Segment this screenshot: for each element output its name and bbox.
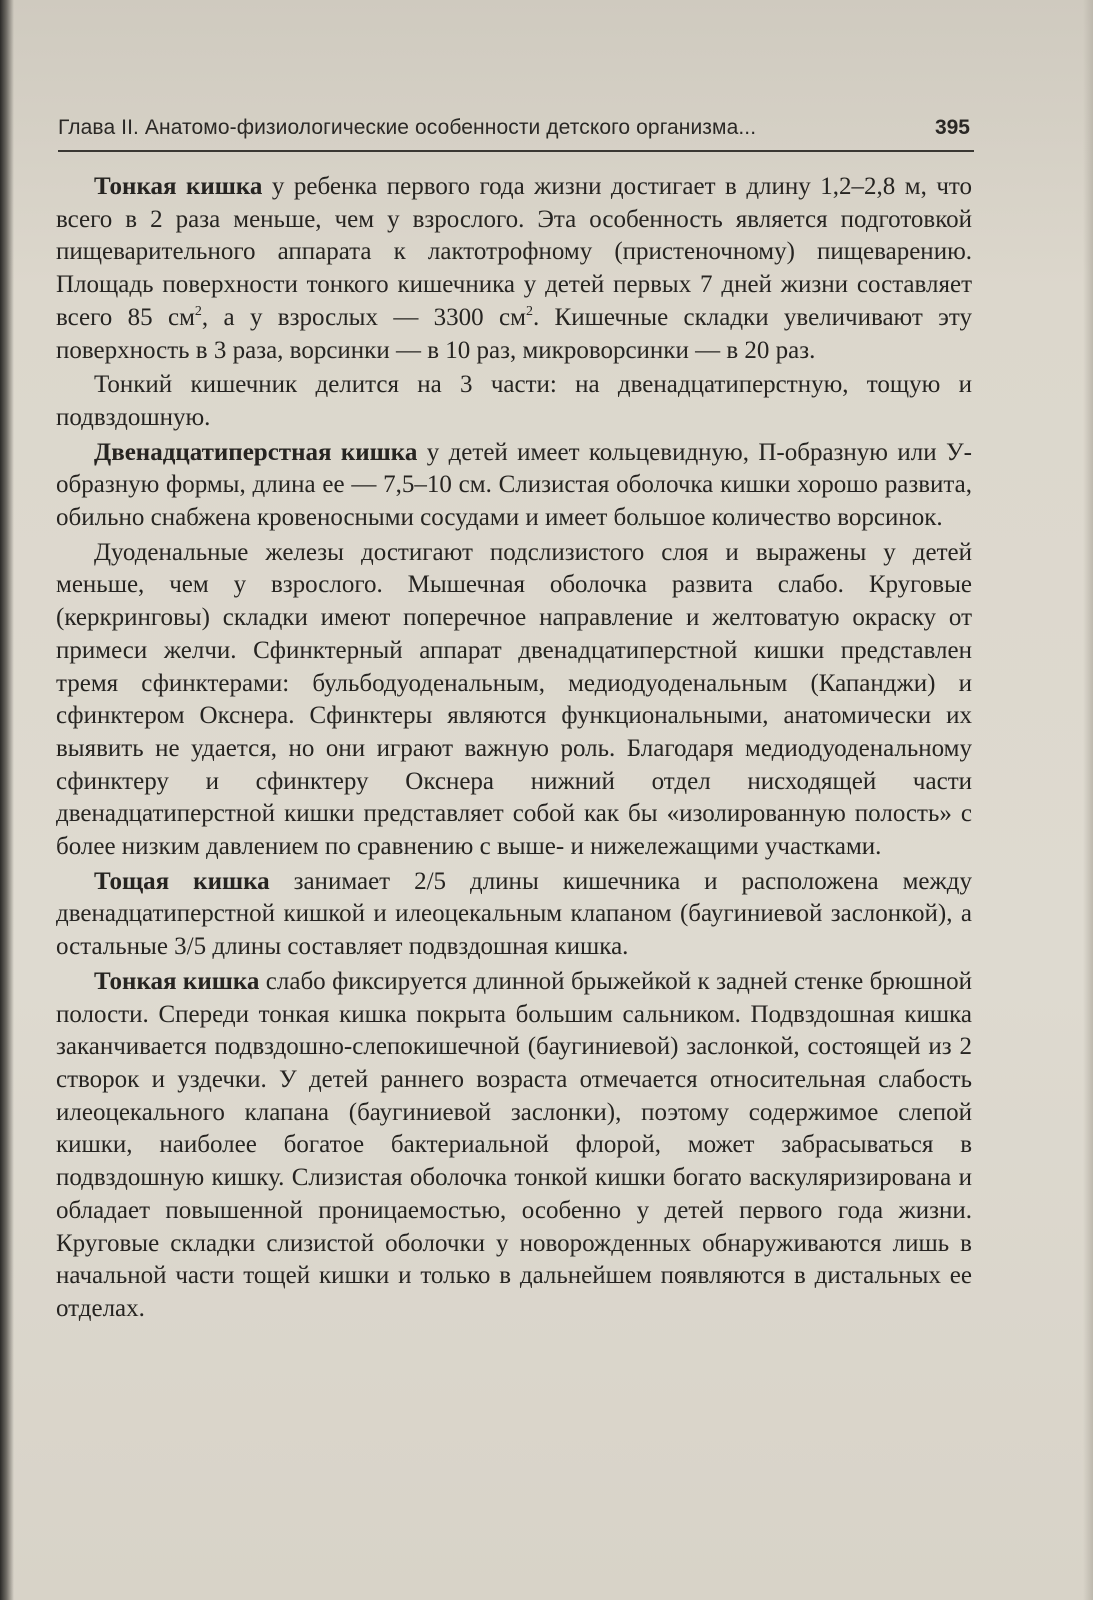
term-tonkaya-kishka: Тонкая кишка	[94, 173, 263, 200]
paragraph-1-text-b: , а у взрослых — 3300 см	[201, 303, 526, 331]
superscript-2: 2	[525, 303, 533, 319]
term-tonkaya-kishka-2: Тонкая кишка	[94, 967, 260, 995]
paragraph-4: Дуоденальные железы достигают подслизистого слоя и выражены у детей меньше, чем у взрослого. Мышечная оболочка развита слабо. Круговые (керкринговы) складки имеют поперечное направление и желтоватую окраску от примеси желчи. Сфинктерный аппарат двенадцатиперстной кишки представлен тремя сфинктерами: бульбодуоденальным, медиодуоденальным (Капанджи) и сфинктером Окснера. Сфинктеры являются функциональными, анатомически их выявить не удается, но они играют важную роль. Благодаря медиодуоденальному сфинктеру и сфинктеру Окснера нижний отдел нисходящей части двенадцатиперстной кишки представляет собой как бы «изолированную полость» с более низким давлением по сравнению с выше- и нижележащими участками.	[56, 538, 972, 861]
paragraph-1	[56, 171, 972, 367]
paragraph-6-text: слабо фиксируется длинной брыжейкой к задней стенке брюшной полости. Спереди тонкая кишка покрыта большим сальником. Подвздошная кишка заканчивается подвздошно-слепокишечной (баугиниевой) заслонкой, состоящей из 2 створок и уздечки. У детей раннего возраста отмечается относительная слабость илеоцекального клапана (баугиниевой заслонки), поэтому содержимое слепой кишки, наиболее богатое бактериальной флорой, может забрасываться в подвздошную кишку. Слизистая оболочка тонкой кишки богато васкуляризирована и обладает повышенной проницаемостью, особенно у детей первого года жизни. Круговые складки слизистой оболочки у новорожденных обнаруживаются лишь в начальной части тощей кишки и только в дальнейшем появляются в дистальных ее отделах.	[56, 967, 972, 1322]
paragraph-1-text-c: . Кишечные складки увеличивают эту поверхность в 3 раза, ворсинки — в 10 раз, микроворсинки — в 20 раз.	[56, 303, 972, 364]
page-edge-shadow	[1083, 0, 1093, 1600]
superscript-2: 2	[194, 303, 202, 319]
term-toshchaya-kishka: Тощая кишка	[94, 867, 270, 895]
header-rule	[58, 150, 974, 152]
paragraph-3-text: у детей имеет кольцевидную, П-образную или У-образную формы, длина ее — 7,5–10 см. Слизистая оболочка кишки хорошо развита, обильно снабжена кровеносными сосудами и имеет большое количество ворсинок.	[56, 438, 972, 532]
page-number: 395	[934, 116, 970, 139]
paragraph-6	[56, 966, 972, 1326]
term-duodenum: Двенадцатиперстная кишка	[94, 438, 418, 466]
paragraph-5	[56, 866, 972, 964]
binding-shadow	[0, 0, 14, 1600]
paragraph-3	[56, 437, 972, 535]
running-head	[58, 112, 970, 148]
body-text	[56, 171, 972, 1326]
paragraph-1-text-a: у ребенка первого года жизни достигает в длину 1,2–2,8 м, что всего в 2 раза меньше, чем у взрослого. Эта особенность является подготовкой пищеварительного аппарата к лактотрофному (пристеночному) пищеварению. Площадь поверхности тонкого кишечника у детей первых 7 дней жизни составляет всего 85 см	[56, 173, 972, 331]
paragraph-5-text: занимает 2/5 длины кишечника и расположена между двенадцатиперстной кишкой и илеоцекальным клапаном (баугиниевой заслонкой), а остальные 3/5 длины составляет подвздошная кишка.	[56, 867, 972, 961]
chapter-title: Глава II. Анатомо-физиологические особенности детского организма...	[58, 116, 757, 139]
paragraph-2: Тонкий кишечник делится на 3 части: на двенадцатиперстную, тощую и подвздошную.	[56, 371, 972, 431]
